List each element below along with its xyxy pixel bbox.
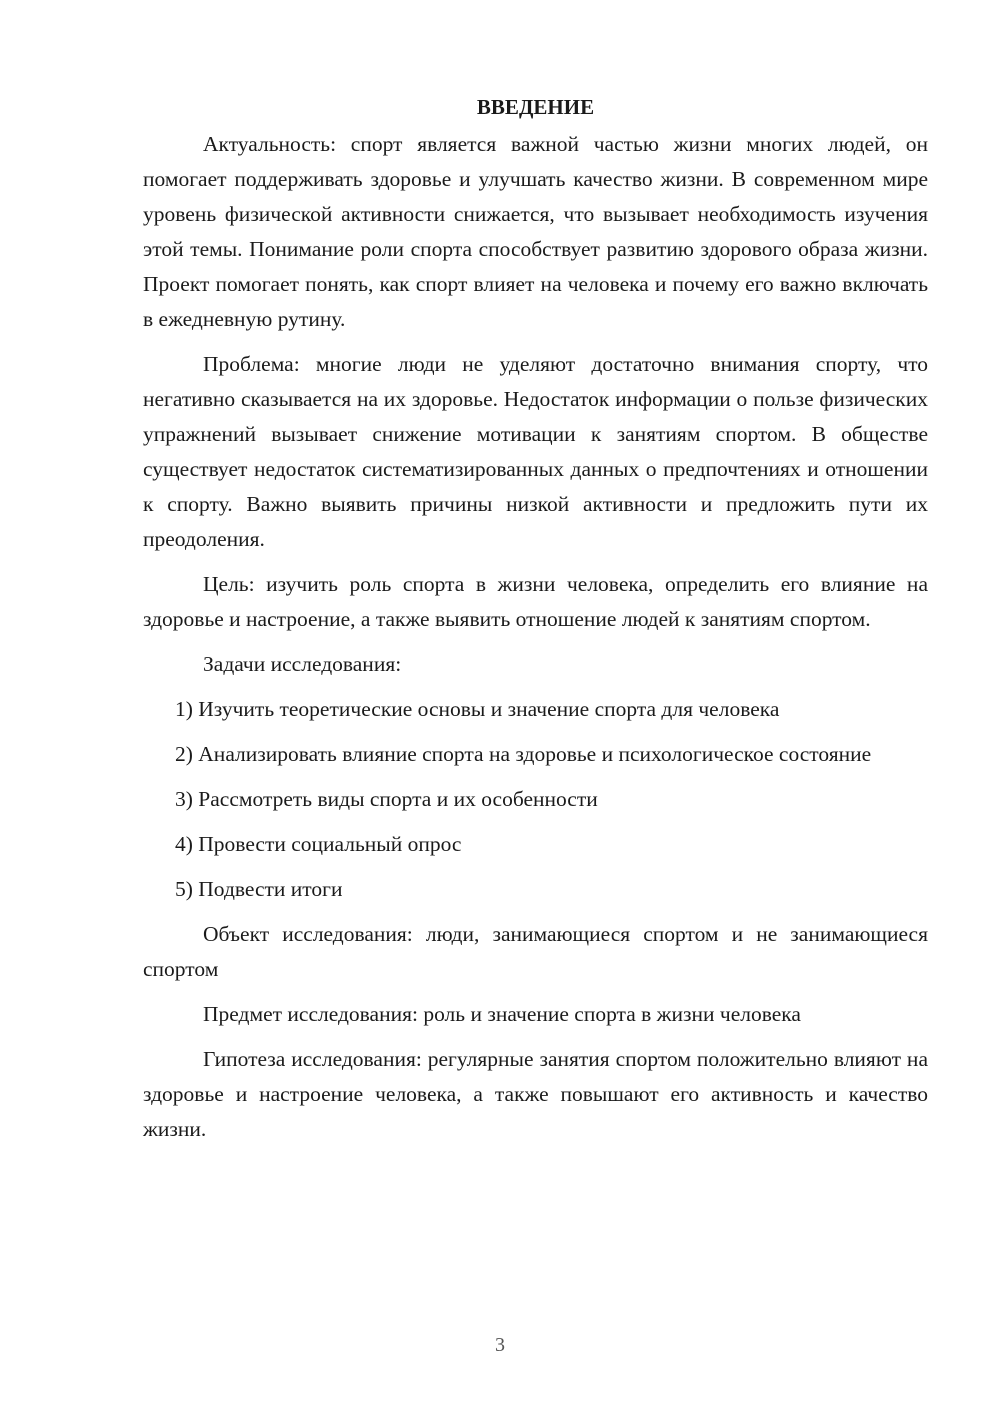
list-item: 5) Подвести итоги	[175, 877, 343, 901]
object-paragraph: Объект исследования: люди, занимающиеся спортом и не занимающиеся спортом	[143, 922, 928, 981]
list-item: 2) Анализировать влияние спорта на здоровье и психологическое состояние	[175, 742, 872, 766]
list-item: 1) Изучить теоретические основы и значение спорта для человека	[175, 697, 780, 721]
page-title: ВВЕДЕНИЕ	[476, 95, 595, 119]
subject-paragraph: Предмет исследования: роль и значение спорта в жизни человека	[203, 1002, 801, 1026]
relevance-paragraph: Актуальность: спорт является важной частью жизни многих людей, он помогает поддерживать здоровье и улучшать качество жизни. В современном мире уровень физической активности снижается, что вызывает необходимость изучения этой темы. Понимание роли спорта способствует развитию здорового образа жизни. Проект помогает понять, как спорт влияет на человека и почему его важно включать в ежедневную рутину.	[143, 132, 928, 331]
tasks-heading: Задачи исследования:	[203, 652, 402, 676]
list-item: 3) Рассмотреть виды спорта и их особенности	[175, 787, 598, 811]
hypothesis-paragraph: Гипотеза исследования: регулярные занятия спортом положительно влияют на здоровье и настроение человека, а также повышают его активность и качество жизни.	[143, 1047, 928, 1141]
document-page	[143, 90, 928, 1147]
list-item: 4) Провести социальный опрос	[175, 832, 462, 856]
problem-paragraph: Проблема: многие люди не уделяют достаточно внимания спорту, что негативно сказывается на их здоровье. Недостаток информации о пользе физических упражнений вызывает снижение мотивации к занятиям спортом. В обществе существует недостаток систематизированных данных о предпочтениях и отношении к спорту. Важно выявить причины низкой активности и предложить пути их преодоления.	[143, 352, 928, 551]
page-number: 3	[495, 1334, 505, 1356]
goal-paragraph: Цель: изучить роль спорта в жизни человека, определить его влияние на здоровье и настроение, а также выявить отношение людей к занятиям спортом.	[143, 572, 928, 631]
